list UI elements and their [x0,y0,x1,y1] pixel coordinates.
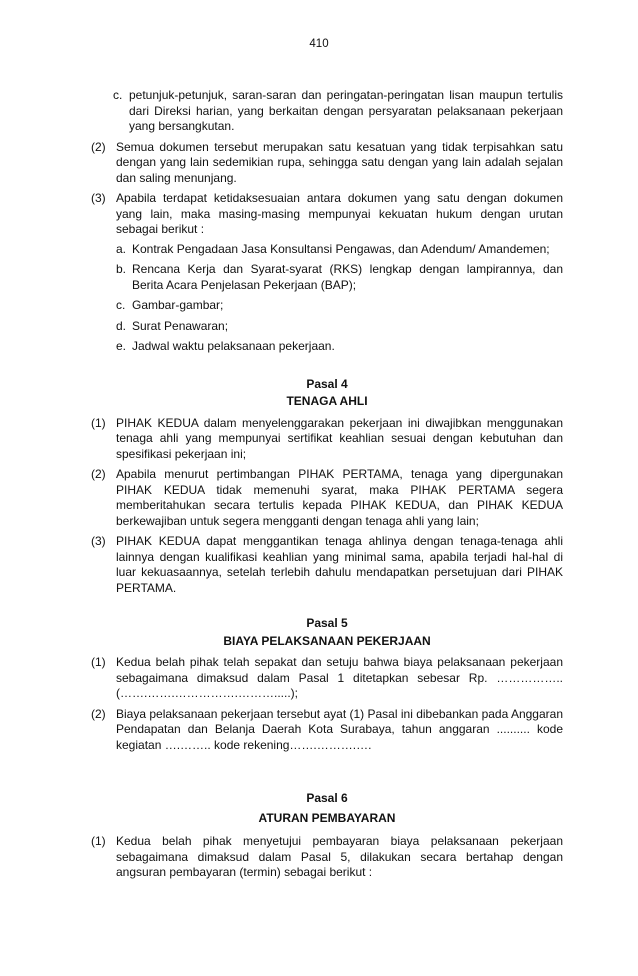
article-title: TENAGA AHLI [286,394,368,408]
clause-text: Apabila terdapat ketidaksesuaian antara dokumen yang satu dengan dokumen yang lain, maka masing-masing mempunyai kekuatan hukum dengan urutan sebagai berikut : [116,191,563,236]
list-item-text: Kontrak Pengadaan Jasa Konsultansi Pengawas, dan Adendum/ Amandemen; [132,241,550,256]
list-item-label: c. [113,88,123,102]
clause-text: Kedua belah pihak telah sepakat dan setuju bahwa biaya pelaksanaan pekerjaan sebagaimana dimaksud dalam Pasal 1 ditetapkan sebesar Rp. …………….. (…….…….…………….……….....); [116,655,563,700]
article-number: Pasal 4 [306,376,348,391]
clause-number: (2) [91,139,106,154]
clause-number: (1) [91,834,106,848]
continued-list [113,88,563,135]
document-body [91,88,563,886]
clause-text: Biaya pelaksanaan pekerjaan tersebut ayat (1) Pasal ini dibebankan pada Anggaran Pendapatan dan Belanja Daerah Kota Surabaya, tahun anggaran .......... kode kegiatan ….…….. kode rekening…….……….…. [116,706,563,752]
list-item [116,242,563,258]
list-item-text: Rencana Kerja dan Syarat-syarat (RKS) lengkap dengan lampirannya, dan Berita Acara Penjelasan Pekerjaan (BAP); [132,262,563,292]
article-number: Pasal 5 [306,616,348,630]
clause-item [91,707,563,754]
page-number: 410 [309,38,329,50]
clause-text: Apabila menurut pertimbangan PIHAK PERTAMA, tenaga yang dipergunakan PIHAK KEDUA tidak memenuhi syarat, maka PIHAK PERTAMA segera memberitahukan secara tertulis kepada PIHAK KEDUA, dan PIHAK KEDUA berkewajiban untuk segera mengganti dengan tenaga ahli yang lain; [116,467,563,528]
clause-item [91,140,563,187]
article-title: BIAYA PELAKSANAAN PEKERJAAN [223,633,431,648]
clause-text: Semua dokumen tersebut merupakan satu kesatuan yang tidak terpisahkan satu dengan yang lain sedemikian rupa, sehingga satu dengan yang lain adalah sejalan dan saling menunjang. [116,139,563,185]
list-item-label: c. [116,298,126,312]
document-order-list [116,242,563,355]
list-item-label: d. [116,318,127,333]
list-item [113,88,563,135]
clause-item [91,191,563,238]
list-item [116,319,563,335]
clause-item [91,416,563,463]
list-item-text: petunjuk-petunjuk, saran-saran dan peringatan-peringatan lisan maupun tertulis dari Direksi harian, yang berkaitan dengan persyaratan pelaksanaan pekerjaan yang bersangkutan. [129,88,563,133]
list-item-label: a. [116,241,127,256]
clause-item [91,467,563,529]
list-item [116,262,563,293]
clause-text: PIHAK KEDUA dalam menyelenggarakan pekerjaan ini diwajibkan menggunakan tenaga ahli yang mempunyai sertifikat keahlian sesuai dengan kebutuhan dan spesifikasi pekerjaan ini; [116,415,563,461]
clause-number: (2) [91,467,106,481]
article-number: Pasal 6 [306,791,348,805]
list-item [116,298,563,314]
article-title: ATURAN PEMBAYARAN [258,810,396,825]
clause-number: (3) [91,191,106,205]
clause-item [91,534,563,596]
clause-text: PIHAK KEDUA dapat menggantikan tenaga ahlinya dengan tenaga-tenaga ahli lainnya dengan kualifikasi keahlian yang minimal sama, apabila terjadi hal-hal di luar kekuasaannya, setelah terlebih dahulu mendapatkan persetujuan dari PIHAK PERTAMA. [116,534,563,595]
clause-number: (1) [91,415,106,430]
list-item-text: Surat Penawaran; [132,318,229,333]
clause-number: (1) [91,655,106,669]
clause-number: (3) [91,534,106,548]
list-item-label: b. [116,262,127,276]
list-item-text: Gambar-gambar; [132,298,224,312]
list-item-label: e. [116,339,127,353]
clause-text: Kedua belah pihak menyetujui pembayaran biaya pelaksanaan pekerjaan sebagaimana dimaksud dalam Pasal 5, dilakukan secara bertahap dengan angsuran pembayaran (termin) sebagai berikut : [116,834,563,879]
list-item [116,339,563,355]
clause-number: (2) [91,706,106,721]
list-item-text: Jadwal waktu pelaksanaan pekerjaan. [132,339,335,353]
clause-item [91,655,563,702]
clause-item [91,834,563,881]
